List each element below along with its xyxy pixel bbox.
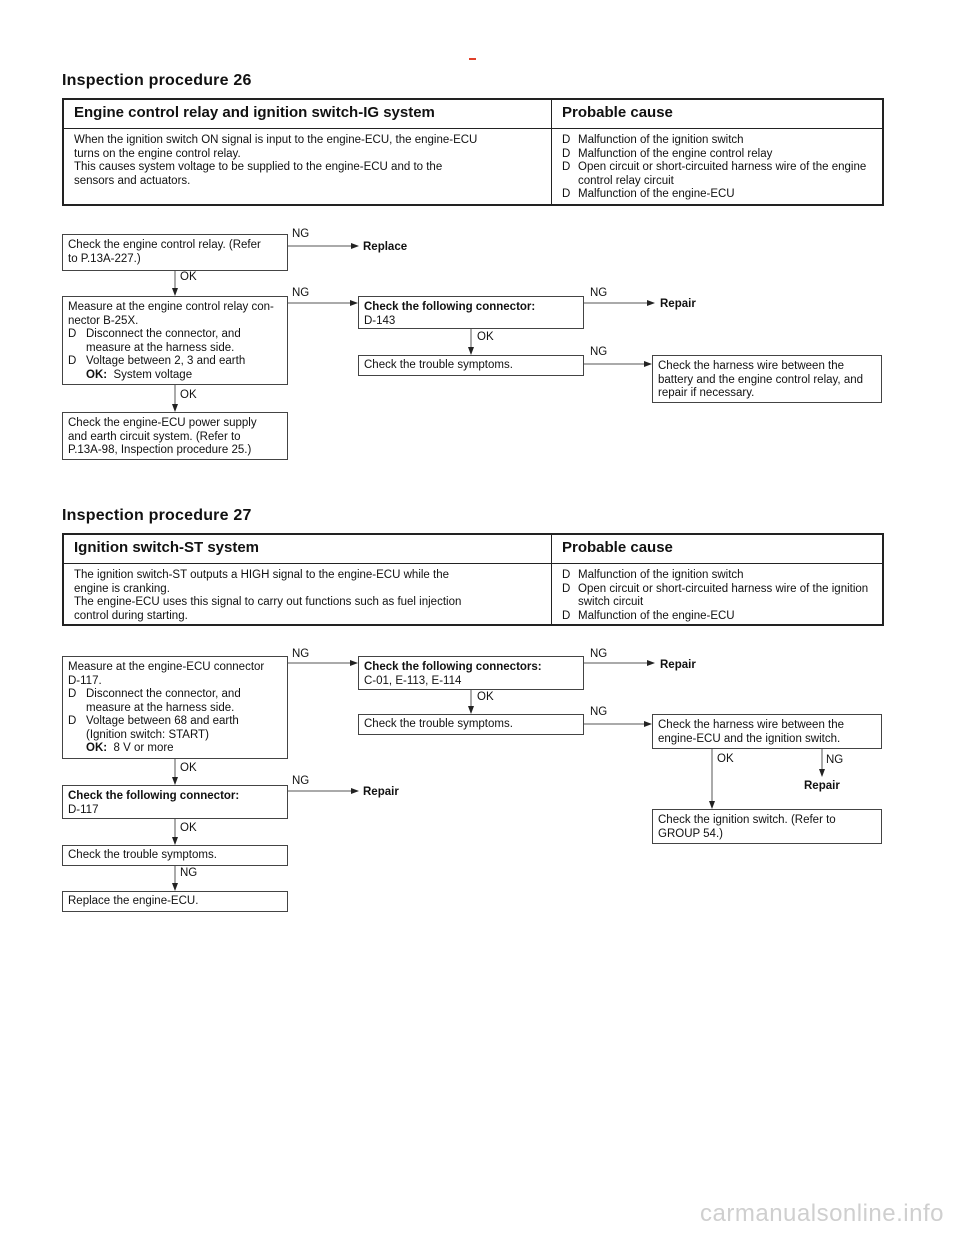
table-27-header-system: Ignition switch-ST system <box>64 535 552 563</box>
ng-label: NG <box>292 228 310 240</box>
procedure-27-title: Inspection procedure 27 <box>62 507 252 524</box>
step-check-connector-d117: Check the following connector: D-117 <box>62 785 288 819</box>
action-repair: Repair <box>363 786 399 798</box>
ng-label: NG <box>590 706 608 718</box>
step-check-trouble-symptoms: Check the trouble symptoms. <box>358 355 584 376</box>
action-replace: Replace <box>363 241 408 253</box>
table-26-description: When the ignition switch ON signal is input to the engine-ECU, the engine-ECU turns on the engine control relay. This causes system voltage to be supplied to the engine-ECU and to the sensors and actuators. <box>64 129 552 205</box>
table-26-header-cause: Probable cause <box>562 104 673 121</box>
step-check-connector-d143: Check the following connector: D-143 <box>358 296 584 329</box>
step-check-connectors-c01-e113-e114: Check the following connectors: C-01, E-113, E-114 <box>358 656 584 690</box>
ng-label: NG <box>590 287 608 299</box>
step-replace-engine-ecu: Replace the engine-ECU. <box>62 891 288 912</box>
ok-label: OK <box>180 822 197 834</box>
step-check-harness-battery-relay: Check the harness wire between the battery and the engine control relay, and repair if necessary. <box>652 355 882 403</box>
ok-label: OK <box>180 389 197 401</box>
step-measure-relay-connector: Measure at the engine control relay con- nector B-25X. D Disconnect the connector, and measure at the harness side. D Voltage between 2, 3 and earth OK: System voltage <box>62 296 288 385</box>
ng-label: NG <box>590 648 608 660</box>
table-26-header-system: Engine control relay and ignition switch-IG system <box>64 100 552 128</box>
step-check-harness-ecu-ignition: Check the harness wire between the engine-ECU and the ignition switch. <box>652 714 882 749</box>
table-27-header-cause: Probable cause <box>562 539 673 556</box>
action-repair: Repair <box>660 659 696 671</box>
ng-label: NG <box>590 346 608 358</box>
step-check-trouble-symptoms: Check the trouble symptoms. <box>358 714 584 735</box>
ok-label: OK <box>180 762 197 774</box>
list-item: D Open circuit or short-circuited harness wire of the ignition switch circuit <box>562 582 869 608</box>
watermark: carmanualsonline.info <box>700 1200 944 1227</box>
step-check-trouble-symptoms-2: Check the trouble symptoms. <box>62 845 288 866</box>
step-check-ignition-switch: Check the ignition switch. (Refer to GROUP 54.) <box>652 809 882 844</box>
ok-label: OK <box>477 331 494 343</box>
ok-label: OK <box>180 271 197 283</box>
action-repair: Repair <box>660 298 696 310</box>
ng-label: NG <box>292 287 310 299</box>
ng-label: NG <box>826 754 844 766</box>
procedure-26-title: Inspection procedure 26 <box>62 72 252 89</box>
action-repair: Repair <box>804 780 840 792</box>
ng-label: NG <box>292 648 310 660</box>
ng-label: NG <box>180 867 198 879</box>
table-27-description: The ignition switch-ST outputs a HIGH signal to the engine-ECU while the engine is cranking. The engine-ECU uses this signal to carry out functions such as fuel injection control during starting. <box>64 564 552 625</box>
step-check-engine-control-relay: Check the engine control relay. (Refer to P.13A-227.) <box>62 234 288 271</box>
ok-label: OK <box>477 691 494 703</box>
ng-label: NG <box>292 775 310 787</box>
list-item: D Malfunction of the engine control relay <box>562 147 773 160</box>
list-item: D Malfunction of the ignition switch <box>562 134 744 146</box>
ok-label: OK <box>717 753 734 765</box>
list-item: D Malfunction of the engine-ECU <box>562 188 735 200</box>
list-item: D Malfunction of the ignition switch <box>562 569 744 581</box>
list-item: D Malfunction of the engine-ECU <box>562 609 735 622</box>
step-check-ecu-power-supply: Check the engine-ECU power supply and earth circuit system. (Refer to P.13A-98, Inspection procedure 25.) <box>62 412 288 460</box>
step-measure-ecu-connector-d117: Measure at the engine-ECU connector D-117. D Disconnect the connector, and measure at the harness side. D Voltage between 68 and earth (Ignition switch: START) OK: 8 V or more <box>62 656 288 759</box>
list-item: D Open circuit or short-circuited harness wire of the engine control relay circuit <box>562 161 867 187</box>
